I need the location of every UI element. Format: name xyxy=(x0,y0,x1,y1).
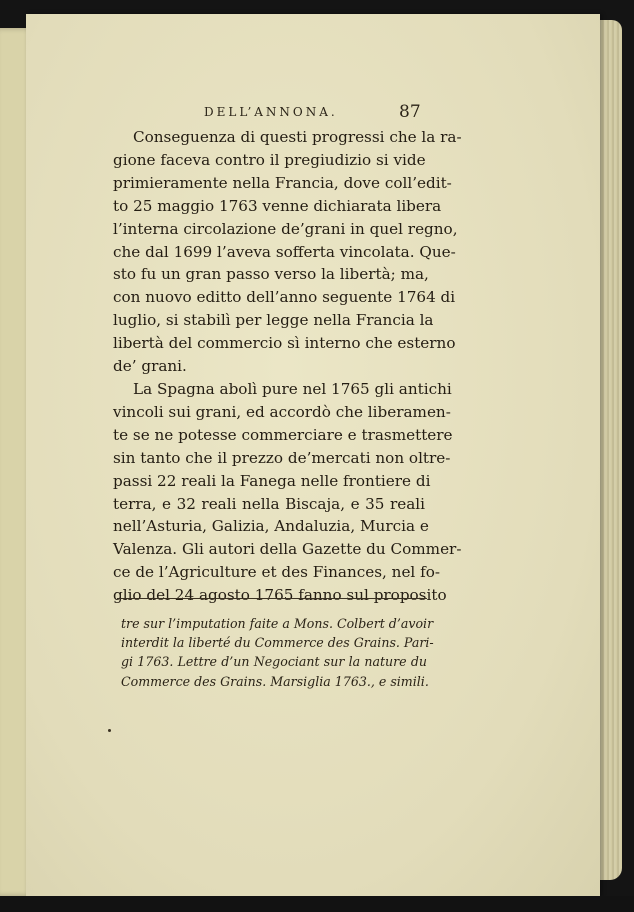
body-line: sto fu un gran passo verso la libertà; ma, xyxy=(113,265,429,284)
footnote-line: tre sur l’imputation faite a Mons. Colbert d’avoir xyxy=(121,616,434,631)
body-line: con nuovo editto dell’anno seguente 1764 di xyxy=(113,288,456,307)
body-line: to 25 maggio 1763 venne dichiarata libera xyxy=(113,196,442,215)
body-line: glio del 24 agosto 1765 fanno sul proposito xyxy=(113,586,447,605)
body-line: ce de l’Agriculture et des Finances, nel fo- xyxy=(113,563,441,582)
body-text xyxy=(113,126,462,607)
body-line: sin tanto che il prezzo de’mercati non oltre- xyxy=(113,448,451,467)
footnote-line: Commerce des Grains. Marsiglia 1763., e simili. xyxy=(121,673,429,689)
body-line: vincoli sui grani, ed accordò che liberamen- xyxy=(113,402,451,421)
body-line: terra, e 32 reali nella Biscaja, e 35 reali xyxy=(113,494,425,513)
footnote-rule xyxy=(117,598,427,599)
body-line: La Spagna abolì pure nel 1765 gli antichi xyxy=(133,379,452,398)
body-line: te se ne potesse commerciare e trasmettere xyxy=(113,425,453,444)
body-line: libertà del commercio sì interno che esterno xyxy=(113,334,456,353)
scan-border xyxy=(0,896,634,912)
body-line: Valenza. Gli autori della Gazette du Commer- xyxy=(113,540,462,559)
footnote-text xyxy=(121,614,434,691)
body-line: gione faceva contro il pregiudizio si vide xyxy=(113,150,426,169)
ink-speck xyxy=(108,729,111,732)
body-line: che dal 1699 l’aveva sofferta vincolata. Que- xyxy=(113,242,456,261)
footnote-line: gi 1763. Lettre d’un Negociant sur la nature du xyxy=(121,654,427,670)
body-line: de’ grani. xyxy=(113,357,187,376)
body-line: Conseguenza di questi progressi che la ra- xyxy=(133,128,462,146)
running-title: DELL’ANNONA. xyxy=(204,105,338,119)
body-line: nell’Asturia, Galizia, Andaluzia, Murcia e xyxy=(113,517,429,536)
body-line: passi 22 reali la Fanega nelle frontiere di xyxy=(113,471,431,490)
body-line: luglio, si stabilì per legge nella Francia la xyxy=(113,311,434,330)
body-line: l’interna circolazione de’grani in quel regno, xyxy=(113,219,458,238)
body-line: primieramente nella Francia, dove coll’edit- xyxy=(113,173,452,192)
footnote-line: interdit la liberté du Commerce des Grains. Pari- xyxy=(121,635,434,651)
page-number: 87 xyxy=(399,102,421,122)
